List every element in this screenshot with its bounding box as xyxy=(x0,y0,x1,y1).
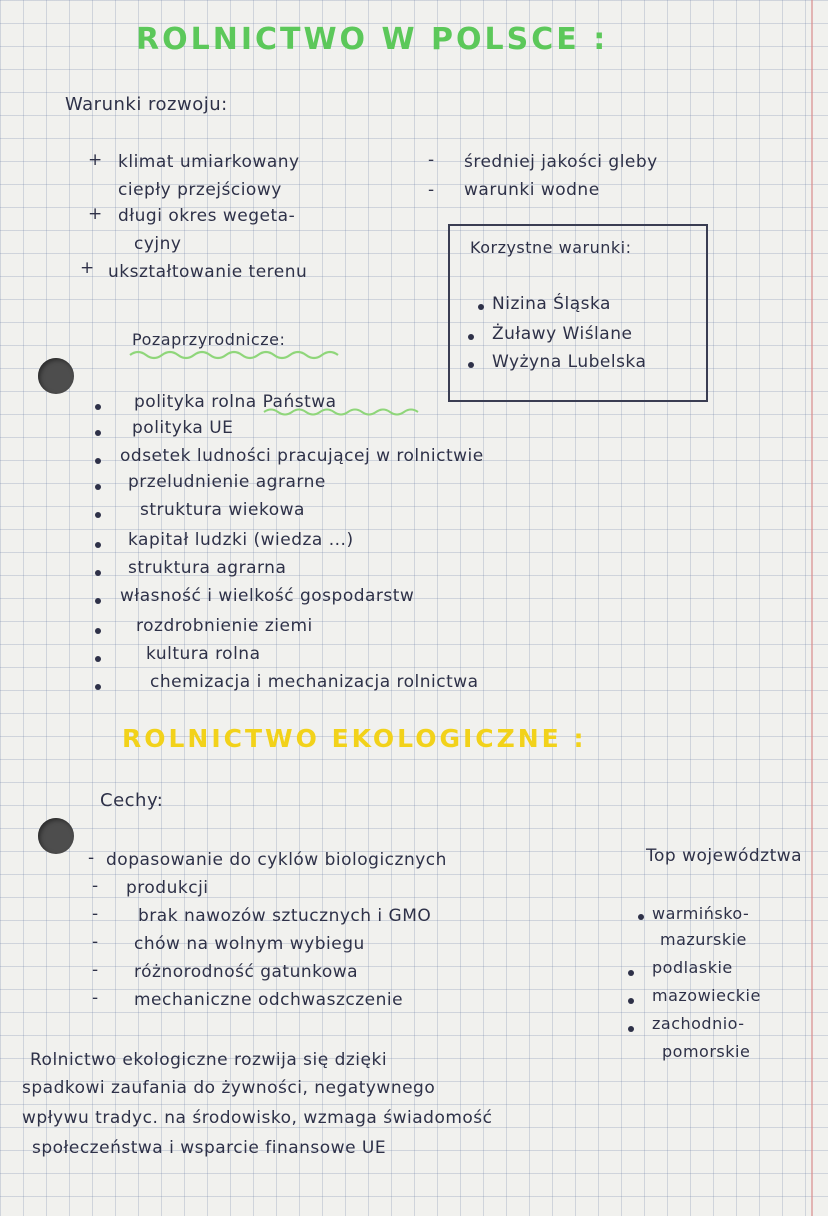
cechy-item-cont: produkcji xyxy=(126,878,209,898)
pozaprzyrodnicze-heading: Pozaprzyrodnicze: xyxy=(132,330,286,349)
top-item: podlaskie xyxy=(652,958,733,977)
pozaprzyrodnicze-item: odsetek ludności pracującej w rolnictwie xyxy=(120,446,484,466)
minus-item: średniej jakości gleby xyxy=(464,152,658,172)
paragraph-line: społeczeństwa i wsparcie finansowe UE xyxy=(32,1138,387,1158)
bullet xyxy=(95,512,101,518)
dash: - xyxy=(92,988,99,1008)
korzystne-item: Żuławy Wiślane xyxy=(492,324,633,344)
paragraph-line: Rolnictwo ekologiczne rozwija się dzięki xyxy=(30,1050,388,1070)
dash: - xyxy=(92,904,99,924)
plus-sign: + xyxy=(80,258,95,278)
dash: - xyxy=(92,932,99,952)
pozaprzyrodnicze-item: własność i wielkość gospodarstw xyxy=(120,586,415,606)
section-title-eko: ROLNICTWO EKOLOGICZNE : xyxy=(122,724,587,753)
pozaprzyrodnicze-item: struktura wiekowa xyxy=(140,500,305,520)
cechy-item: różnorodność gatunkowa xyxy=(134,962,359,982)
pozaprzyrodnicze-item: polityka rolna Państwa xyxy=(134,392,337,412)
pozaprzyrodnicze-item: struktura agrarna xyxy=(128,558,287,578)
top-item: zachodnio- xyxy=(652,1014,745,1033)
bullet xyxy=(95,656,101,662)
dash: - xyxy=(88,848,95,868)
paragraph-line: wpływu tradyc. na środowisko, wzmaga świadomość xyxy=(22,1108,493,1128)
minus-sign: - xyxy=(428,180,435,200)
korzystne-heading: Korzystne warunki: xyxy=(470,238,632,257)
top-item: warmińsko- xyxy=(652,904,750,923)
page-title: ROLNICTWO W POLSCE : xyxy=(136,22,609,57)
cechy-item: chów na wolnym wybiegu xyxy=(134,934,365,954)
bullet xyxy=(95,598,101,604)
bullet xyxy=(95,484,101,490)
bullet xyxy=(478,304,484,310)
korzystne-item: Wyżyna Lubelska xyxy=(492,352,647,372)
plus-item: ukształtowanie terenu xyxy=(108,262,308,282)
warunki-heading: Warunki rozwoju: xyxy=(65,94,228,115)
bullet xyxy=(628,998,634,1004)
plus-sign: + xyxy=(88,204,103,224)
top-heading: Top województwa xyxy=(646,846,803,866)
green-underline-wave xyxy=(262,406,422,418)
top-item: mazowieckie xyxy=(652,986,761,1005)
plus-sign: + xyxy=(88,150,103,170)
pozaprzyrodnicze-item: kapitał ludzki (wiedza ...) xyxy=(128,530,354,550)
punch-hole-top xyxy=(38,358,74,394)
bullet xyxy=(628,1026,634,1032)
bullet xyxy=(638,914,644,920)
minus-sign: - xyxy=(428,150,435,170)
plus-item-cont: ciepły przejściowy xyxy=(118,180,282,200)
green-underline-wave xyxy=(128,348,346,362)
bullet xyxy=(468,334,474,340)
cechy-item: mechaniczne odchwaszczenie xyxy=(134,990,404,1010)
pozaprzyrodnicze-item: polityka UE xyxy=(132,418,234,438)
bullet xyxy=(95,684,101,690)
bullet xyxy=(95,628,101,634)
plus-item: długi okres wegeta- xyxy=(118,206,296,226)
dash: - xyxy=(92,876,99,896)
korzystne-item: Nizina Śląska xyxy=(492,294,611,314)
dash: - xyxy=(92,960,99,980)
top-item-cont: pomorskie xyxy=(662,1042,751,1061)
cechy-heading: Cechy: xyxy=(100,790,164,811)
pozaprzyrodnicze-item: chemizacja i mechanizacja rolnictwa xyxy=(150,672,479,692)
bullet xyxy=(95,430,101,436)
pozaprzyrodnicze-item: rozdrobnienie ziemi xyxy=(136,616,313,636)
bullet xyxy=(95,458,101,464)
bullet xyxy=(95,542,101,548)
cechy-item: dopasowanie do cyklów biologicznych xyxy=(106,850,447,870)
plus-item: klimat umiarkowany xyxy=(118,152,300,172)
bullet xyxy=(628,970,634,976)
plus-item-cont: cyjny xyxy=(134,234,182,254)
pozaprzyrodnicze-item: kultura rolna xyxy=(146,644,261,664)
cechy-item: brak nawozów sztucznych i GMO xyxy=(138,906,432,926)
top-item-cont: mazurskie xyxy=(660,930,747,949)
pozaprzyrodnicze-item: przeludnienie agrarne xyxy=(128,472,326,492)
bullet xyxy=(468,362,474,368)
paragraph-line: spadkowi zaufania do żywności, negatywnego xyxy=(22,1078,436,1098)
bullet xyxy=(95,570,101,576)
minus-item: warunki wodne xyxy=(464,180,600,200)
punch-hole-bottom xyxy=(38,818,74,854)
bullet xyxy=(95,404,101,410)
